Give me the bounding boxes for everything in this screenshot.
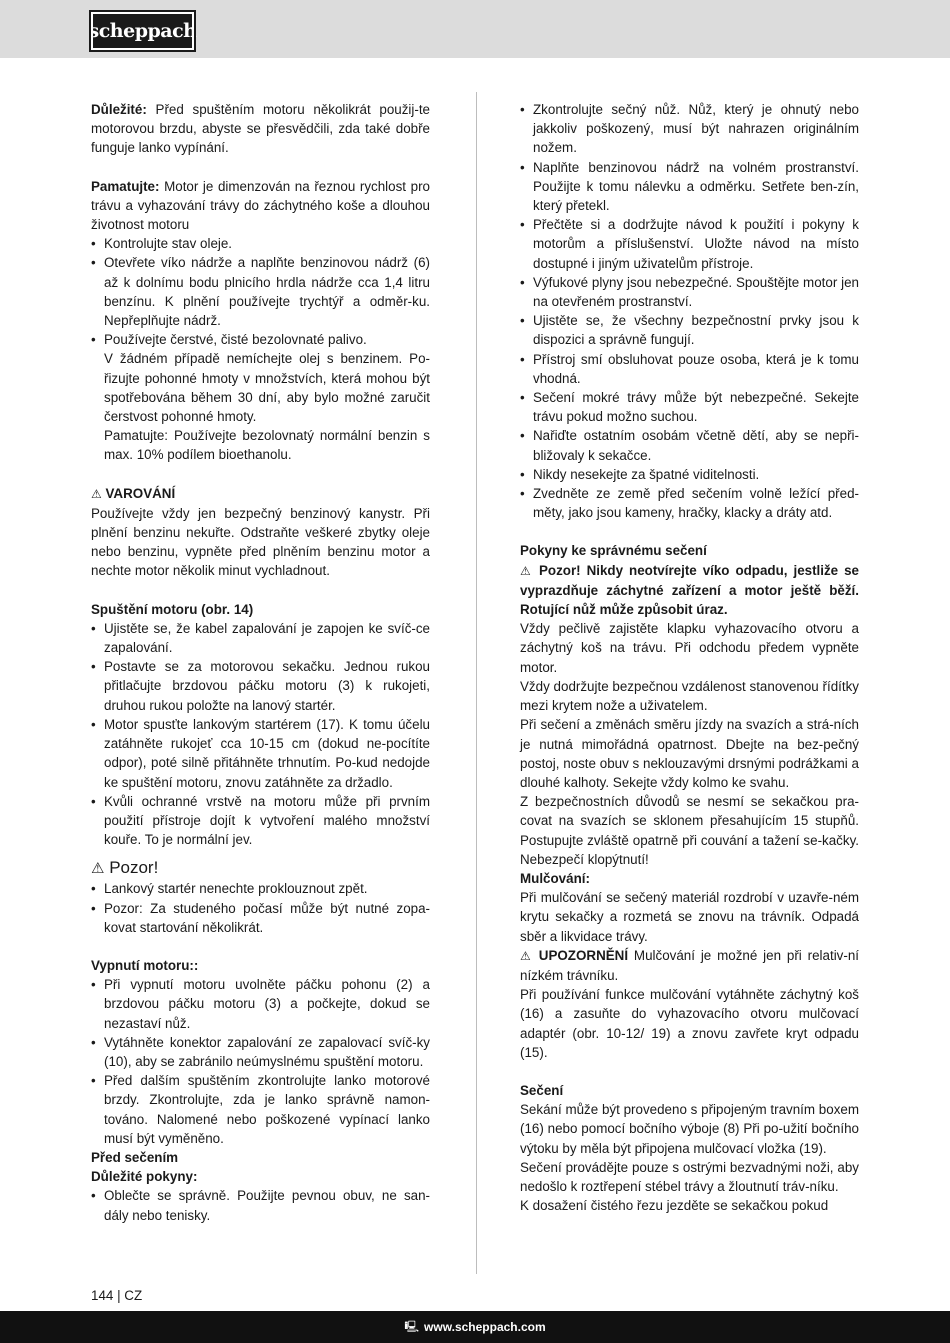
list-item: • Zkontrolujte sečný nůž. Nůž, který je ohnutý nebo jakkoliv poškozený, musí být nahrazen originálním nožem. bbox=[520, 100, 859, 158]
brand-logo: scheppach bbox=[91, 12, 194, 50]
list-item: • Přečtěte si a dodržujte návod k použití i pokyny k motorům a příslušenství. Uložte návod na místo dostupné i jiným uživatelům přístroje. bbox=[520, 215, 859, 273]
list-item: • Pozor: Za studeného počasí může být nutné zopa-kovat startování několikrát. bbox=[91, 899, 430, 937]
section-heading-important: Důležité pokyny: bbox=[91, 1169, 198, 1185]
monitor-icon: 🖳 bbox=[404, 1319, 420, 1333]
important-lead: Důležité: bbox=[91, 102, 147, 117]
mowing-warning: ⚠ Pozor! Nikdy neotvírejte víko odpadu, jestliže se vyprazdňuje záchytné zařízení a motor ještě běží. Rotující nůž může způsobit úraz. bbox=[520, 562, 859, 618]
list-item: • Nikdy nesekejte za špatné viditelnosti. bbox=[520, 465, 859, 484]
paragraph: K dosažení čistého řezu jezděte se sekačkou pokud bbox=[520, 1198, 829, 1214]
paragraph: Při mulčování se sečený materiál rozdrobí v uzavře-ném krytu sekačky a rozmetá se znovu na trávník. Odpadá sběr a likvidace trávy. bbox=[520, 890, 859, 944]
warning-icon: ⚠ bbox=[520, 948, 533, 963]
remember-text: Motor je dimenzován na řeznou rychlost pro trávu a vyhazování trávy do záchytného koše a dlouhou životnost motoru bbox=[91, 178, 430, 233]
section-heading-start: Spuštění motoru (obr. 14) bbox=[91, 601, 254, 617]
important-list bbox=[91, 1186, 430, 1224]
list-item: • Používejte čerstvé, čisté bezolovnaté palivo. bbox=[91, 330, 430, 349]
page-number: 144 | CZ bbox=[91, 1288, 143, 1303]
list-item: • Nařiďte ostatním osobám včetně dětí, aby se nepři-bližovaly k sekačce. bbox=[520, 426, 859, 464]
list-item: • Vytáhněte konektor zapalování ze zapalovací svíč-ky (10), aby se zabránilo neúmyslnému spuštění motoru. bbox=[91, 1033, 430, 1071]
important-note bbox=[91, 100, 430, 158]
list-item: • Ujistěte se, že všechny bezpečnostní prvky jsou k dispozici a správně fungují. bbox=[520, 311, 859, 349]
warning-icon: ⚠ bbox=[91, 859, 105, 878]
website-link[interactable]: www.scheppach.com bbox=[424, 1320, 546, 1334]
paragraph: Vždy pečlivě zajistěte klapku vyhazovacího otvoru a záchytný koš na trávu. Při odchodu předem vypněte motor. bbox=[520, 621, 859, 675]
list-item: • Ujistěte se, že kabel zapalování je zapojen ke svíč-ce zapalování. bbox=[91, 619, 430, 657]
paragraph: Sečení provádějte pouze s ostrými bezvadnými noži, aby nedošlo k roztřepení stébel trávy a žloutnutí tráv-níku. bbox=[520, 1159, 859, 1194]
list-item: • Kontrolujte stav oleje. bbox=[91, 234, 430, 253]
list-item: • Sečení mokré trávy může být nebezpečné. Sekejte trávu pokud možno suchou. bbox=[520, 388, 859, 426]
section-heading-mulching: Mulčování: bbox=[520, 870, 590, 886]
fuel-continuation: Pamatujte: Používejte bezolovnatý normální benzin s max. 10% podílem bioethanolu. bbox=[104, 428, 430, 463]
list-item: • Zvedněte ze země před sečením volně ležící před-měty, jako jsou kameny, hračky, klacky a dráty atd. bbox=[520, 484, 859, 522]
list-item: • Postavte se za motorovou sekačku. Jednou rukou přitlačujte brzdovou páčku motoru (3) k rukojeti, druhou rukou položte na lanový startér. bbox=[91, 657, 430, 715]
mulching-notice: ⚠ UPOZORNĚNÍ Mulčování je možné jen při relativ-ní nízkém trávníku. bbox=[520, 947, 859, 983]
list-item: • Při vypnutí motoru uvolněte páčku pohonu (2) a brzdovou páčku motoru (3) a počkejte, dokud se nezastaví nůž. bbox=[91, 975, 430, 1033]
column-divider bbox=[476, 92, 477, 1274]
warning-icon: ⚠ bbox=[520, 563, 533, 578]
footer-bar bbox=[0, 1311, 950, 1343]
paragraph: Při používání funkce mulčování vytáhněte záchytný koš (16) a zasuňte do vyhazovacího otvoru mulčovací adaptér (obr. 10-12/ 19) a znovu zavřete kryt odpadu (15). bbox=[520, 987, 859, 1060]
section-heading-before: Před sečením bbox=[91, 1149, 179, 1165]
section-heading-stop: Vypnutí motoru:: bbox=[91, 957, 199, 973]
list-item: • Oblečte se správně. Použijte pevnou obuv, ne san-dály nebo tenisky. bbox=[91, 1186, 430, 1224]
remember-lead: Pamatujte: bbox=[91, 178, 160, 194]
stop-list bbox=[91, 975, 430, 1148]
fuel-continuation: V žádném případě nemíchejte olej s benzinem. Po-řizujte pohonné hmoty v množstvích, která mohou být spotřebována během 30 dní, aby bylo možné zaručit čerstvost pohonné hmoty. bbox=[104, 351, 430, 425]
start-list bbox=[91, 619, 430, 849]
right-column bbox=[520, 100, 859, 1215]
list-item: • Naplňte benzinovou nádrž na volném prostranství. Použijte k tomu nálevku a odměrku. Setřete ben-zín, který přetekl. bbox=[520, 158, 859, 216]
safety-list bbox=[520, 100, 859, 522]
list-item: • Výfukové plyny jsou nebezpečné. Spouštějte motor jen na otevřeném prostranství. bbox=[520, 273, 859, 311]
left-column bbox=[91, 100, 430, 1225]
list-item: • Otevřete víko nádrže a naplňte benzinovou nádrž (6) až k dolnímu bodu plnicího hrdla nádrže cca 1,4 litru benzínu. K plnění používejte trychtýř a odměr-ku. Nepřeplňujte nádrž. bbox=[91, 253, 430, 330]
section-heading-cutting: Sečení bbox=[520, 1082, 564, 1098]
paragraph: Z bezpečnostních důvodů se nesmí se sekačkou pra-covat na svazích se sklonem přesahujícím 15 stupňů. Postupujte zvláště opatrně při couvání a tažení se-kačky. Nebezpečí klopýtnutí! bbox=[520, 794, 859, 867]
list-item: • Lankový startér nenechte proklouznout zpět. bbox=[91, 879, 430, 898]
caution-heading: ⚠ Pozor! bbox=[91, 858, 159, 878]
list-item: • Přístroj smí obsluhovat pouze osoba, která je k tomu vhodná. bbox=[520, 350, 859, 388]
fuel-list bbox=[91, 234, 430, 349]
list-item: • Před dalším spuštěním zkontrolujte lanko motorové brzdy. Zkontrolujte, zda je lanko správně namon-továno. Nalomené nebo poškozené vypínací lanko musí být vyměněno. bbox=[91, 1071, 430, 1148]
important-text: Před spuštěním motoru několikrát použij-te motorovou brzdu, abyste se přesvědčili, zda také dobře funguje lanko vypínání. bbox=[91, 102, 430, 156]
section-heading-mowing: Pokyny ke správnému sečení bbox=[520, 543, 707, 559]
paragraph: Při sečení a změnách směru jízdy na svazích a strá-ních je nutná mimořádná opatrnost. Dbejte na bez-pečný postoj, noste obuv s neklouzavými drsnými podrážkami a dlouhé kalhoty. Sekejte vždy kolmo ke svahu. bbox=[520, 717, 859, 790]
paragraph: Sekání může být provedeno s připojeným travním boxem (16) nebo pomocí bočního výboje (8) Při po-užití bočního výtoku by měla být připojena mulčovací vložka (19). bbox=[520, 1102, 859, 1156]
list-item: • Motor spusťte lankovým startérem (17). K tomu účelu zatáhněte rukojeť cca 10-15 cm (dokud ne-pocítíte odpor), poté silně přitáhněte trhnutím. Po-kud nedojde ke spuštění motoru, znovu zatáhněte za držadlo. bbox=[91, 715, 430, 792]
list-item: • Kvůli ochranné vrstvě na motoru může při prvním použití přístroje dojít k vytvoření malého množství kouře. To je normální jev. bbox=[91, 792, 430, 850]
remember-note bbox=[91, 177, 430, 235]
paragraph: Vždy dodržujte bezpečnou vzdálenost stanovenou řídítky mezi krytem nože a uživatelem. bbox=[520, 678, 859, 714]
caution-list bbox=[91, 879, 430, 937]
warning-heading: ⚠ VAROVÁNÍ bbox=[91, 485, 176, 501]
warning-text: Používejte vždy jen bezpečný benzinový kanystr. Při plnění benzinu nekuřte. Odstraňte veškeré zbytky oleje nebo benzinu, vypněte před plněním benzinu motor a nechte motor několik minut vychladnout. bbox=[91, 505, 430, 579]
warning-icon: ⚠ bbox=[91, 486, 102, 501]
